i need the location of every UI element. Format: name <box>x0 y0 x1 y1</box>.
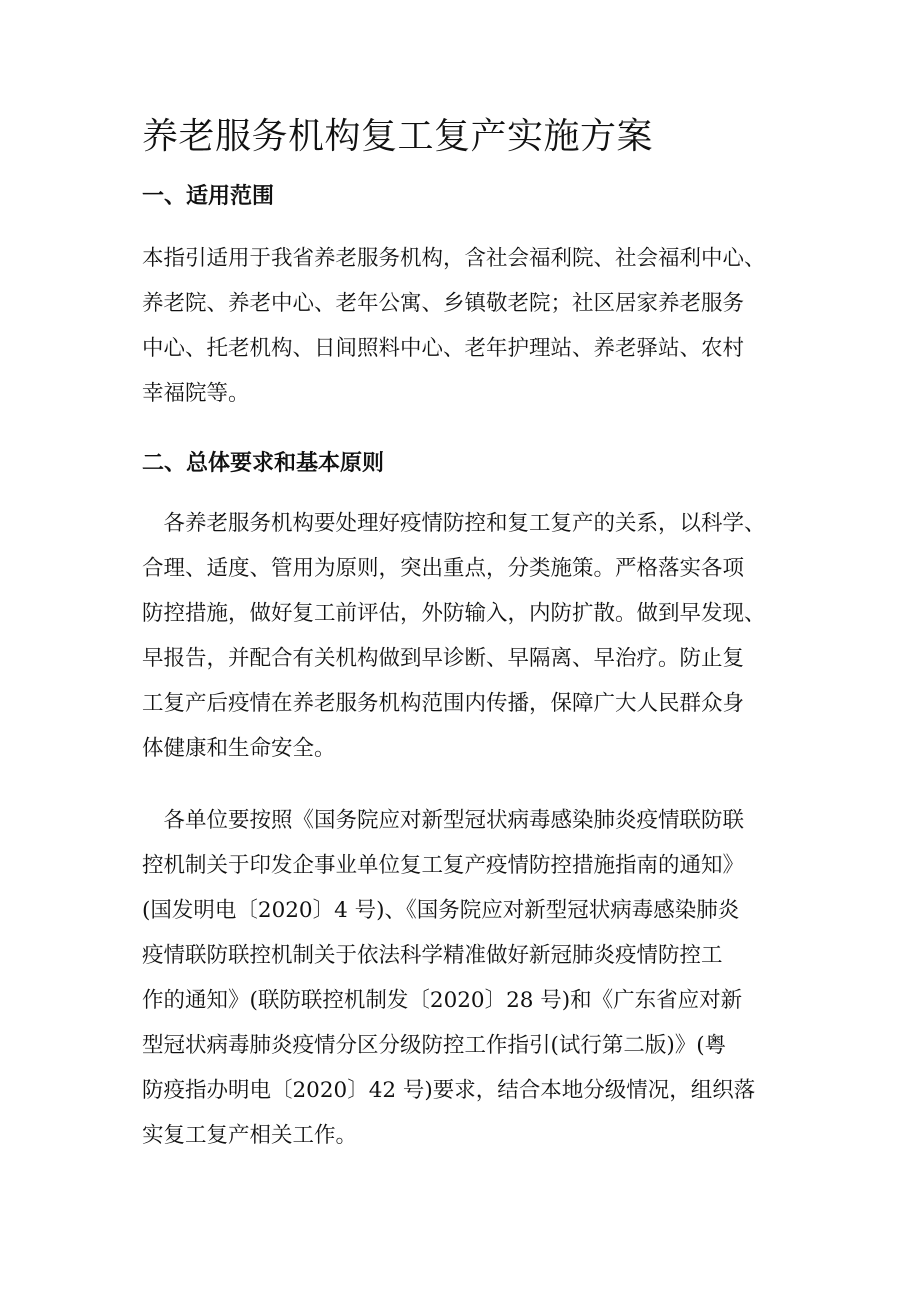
paragraph-line: 工复产后疫情在养老服务机构范围内传播，保障广大人民群众身 <box>142 691 745 716</box>
section-heading-scope: 一、适用范围 <box>142 184 275 209</box>
document-title: 养老服务机构复工复产实施方案 <box>142 116 654 157</box>
paragraph-line: 体健康和生命安全。 <box>142 736 336 761</box>
paragraph-line: 作的通知》(联防联控机制发〔2020〕28 号)和《广东省应对新 <box>142 988 743 1013</box>
paragraph-line: 合理、适度、管用为原则，突出重点，分类施策。严格落实各项 <box>142 556 745 581</box>
section-heading-principles: 二、总体要求和基本原则 <box>142 451 385 476</box>
paragraph-line: 养老院、养老中心、老年公寓、乡镇敬老院；社区居家养老服务 <box>142 291 745 316</box>
principles-paragraph-1 <box>142 501 788 771</box>
paragraph-line: (国发明电〔2020〕4 号)、《国务院应对新型冠状病毒感染肺炎 <box>142 898 740 923</box>
paragraph-line: 幸福院等。 <box>142 381 250 406</box>
paragraph-line: 早报告，并配合有关机构做到早诊断、早隔离、早治疗。防止复 <box>142 646 745 671</box>
scope-paragraph <box>142 236 788 416</box>
principles-paragraph-2 <box>142 798 788 1158</box>
paragraph-line: 各单位要按照《国务院应对新型冠状病毒感染肺炎疫情联防联 <box>142 808 745 833</box>
paragraph-line: 本指引适用于我省养老服务机构，含社会福利院、社会福利中心、 <box>142 246 766 271</box>
paragraph-line: 各养老服务机构要处理好疫情防控和复工复产的关系，以科学、 <box>142 511 766 536</box>
paragraph-line: 中心、托老机构、日间照料中心、老年护理站、养老驿站、农村 <box>142 336 745 361</box>
paragraph-line: 防疫指办明电〔2020〕42 号)要求，结合本地分级情况，组织落 <box>142 1078 756 1103</box>
paragraph-line: 疫情联防联控机制关于依法科学精准做好新冠肺炎疫情防控工 <box>142 943 723 968</box>
paragraph-line: 型冠状病毒肺炎疫情分区分级防控工作指引(试行第二版)》(粤 <box>142 1033 727 1058</box>
paragraph-line: 防控措施，做好复工前评估，外防输入，内防扩散。做到早发现、 <box>142 601 766 626</box>
paragraph-line: 实复工复产相关工作。 <box>142 1123 358 1148</box>
paragraph-line: 控机制关于印发企事业单位复工复产疫情防控措施指南的通知》 <box>142 853 745 878</box>
